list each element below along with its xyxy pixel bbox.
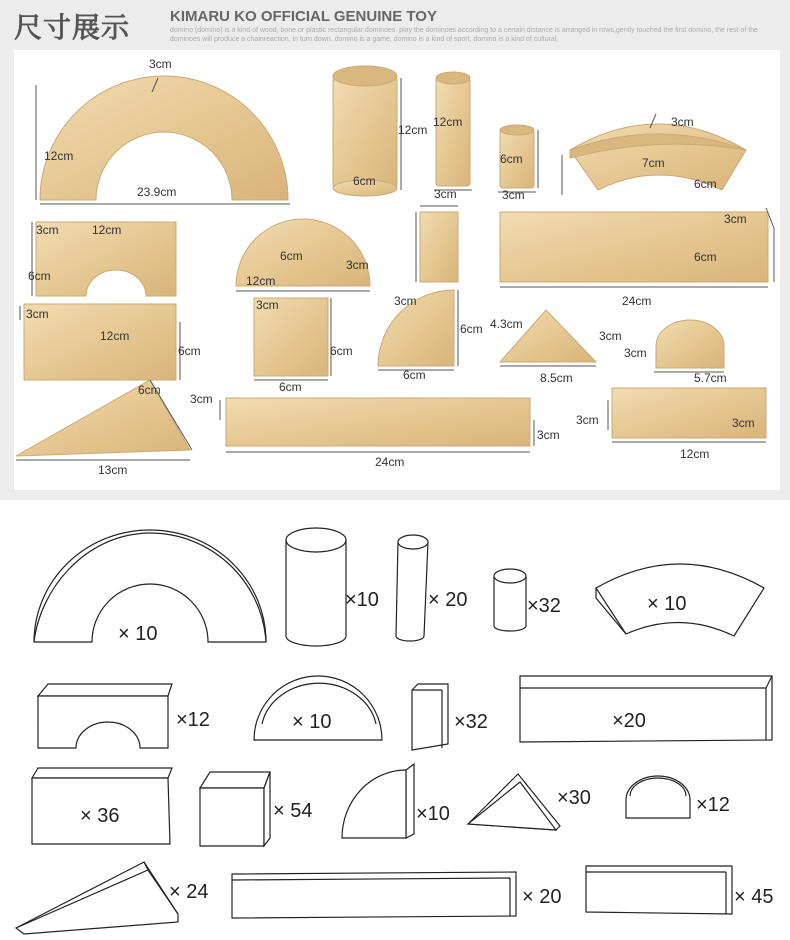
dim-ramp-h: 6cm bbox=[138, 383, 161, 397]
dim-half-w: 12cm bbox=[246, 274, 276, 288]
dim-smallhalf-w: 5.7cm bbox=[694, 371, 727, 385]
dim-half-d: 3cm bbox=[346, 258, 369, 272]
outline-small-upright-block bbox=[412, 684, 448, 750]
wood-small-block bbox=[608, 388, 766, 442]
qty-cyl-small: ×32 bbox=[527, 595, 561, 617]
dim-arch-width: 23.9cm bbox=[137, 185, 177, 199]
outline-bridge-block bbox=[38, 684, 172, 748]
dim-block-h: 3cm bbox=[732, 416, 755, 430]
dim-tri-d: 3cm bbox=[599, 329, 622, 343]
outline-ramp bbox=[16, 862, 178, 934]
dim-cube-d: 3cm bbox=[256, 298, 279, 312]
dim-cube-w: 6cm bbox=[279, 380, 302, 394]
dim-half-h: 6cm bbox=[280, 249, 303, 263]
dim-tri-h: 4.3cm bbox=[490, 317, 523, 331]
dim-tri-w: 8.5cm bbox=[540, 371, 573, 385]
dim-long-h: 6cm bbox=[694, 250, 717, 264]
dim-cyl-small-d: 3cm bbox=[502, 188, 525, 202]
dim-cube-h: 6cm bbox=[330, 344, 353, 358]
outline-small-block bbox=[586, 866, 732, 914]
dim-cyl-big-d: 6cm bbox=[353, 174, 376, 188]
qty-bridge: ×12 bbox=[176, 709, 210, 731]
wood-quarter-disc bbox=[378, 290, 458, 370]
dim-plank-h: 6cm bbox=[178, 344, 201, 358]
dim-curve-w: 7cm bbox=[642, 156, 665, 170]
outline-small-half-disc bbox=[626, 776, 690, 818]
dim-plank-w: 12cm bbox=[100, 329, 130, 343]
dim-quarter-w: 6cm bbox=[403, 368, 426, 382]
dim-bridge-w: 12cm bbox=[92, 223, 122, 237]
outline-cube bbox=[200, 772, 270, 846]
dim-cyl-big-h: 12cm bbox=[398, 123, 428, 137]
dim-bar-d: 3cm bbox=[190, 392, 213, 406]
outline-cylinder-large bbox=[286, 528, 346, 646]
qty-cyl-mid: × 20 bbox=[428, 589, 468, 611]
wood-small-upright-block bbox=[416, 206, 458, 282]
title-english: KIMARU KO OFFICIAL GENUINE TOY bbox=[170, 8, 437, 25]
qty-plank: × 36 bbox=[80, 805, 120, 827]
dim-arch-height: 12cm bbox=[44, 149, 74, 163]
qty-cube: × 54 bbox=[273, 800, 313, 822]
dim-block-d: 3cm bbox=[576, 413, 599, 427]
dim-smallhalf-d: 3cm bbox=[624, 346, 647, 360]
dim-cyl-mid-h: 12cm bbox=[433, 115, 463, 129]
wood-small-half-disc bbox=[654, 320, 724, 372]
qty-curve: × 10 bbox=[647, 593, 687, 615]
description-text: domino (domino) is a kind of wood, bone or plastic rectangular dominoes. play the dominoes according to a certain distance is arranged in rows,gently touched the first domino, the rest of the dominoes will produce a chainreaction, in turn down. domino is a game, domino is a kind of sport, domino is a kind of cultural. bbox=[170, 27, 758, 43]
outline-cylinder-small bbox=[494, 569, 526, 631]
dim-bar-w: 24cm bbox=[375, 455, 405, 469]
dim-arch-top: 3cm bbox=[149, 57, 172, 71]
qty-arch: × 10 bbox=[118, 623, 158, 645]
dim-ramp-w: 13cm bbox=[98, 463, 128, 477]
dim-long-w: 24cm bbox=[622, 294, 652, 308]
outline-cylinder-medium bbox=[396, 535, 428, 641]
wood-cylinder-medium bbox=[434, 72, 472, 190]
qty-tri: ×30 bbox=[557, 787, 591, 809]
dim-cyl-mid-d: 3cm bbox=[434, 187, 457, 201]
wood-ramp bbox=[16, 380, 192, 460]
qty-bar: × 20 bbox=[522, 886, 562, 908]
dim-bridge-h: 6cm bbox=[28, 269, 51, 283]
qty-long: ×20 bbox=[612, 710, 646, 732]
dim-block-w: 12cm bbox=[680, 447, 710, 461]
qty-quarter: ×10 bbox=[416, 803, 450, 825]
outline-long-block bbox=[520, 676, 772, 742]
outline-quarter-disc bbox=[342, 764, 414, 838]
title-chinese: 尺寸展示 bbox=[14, 11, 131, 44]
wood-curved-piece bbox=[562, 114, 746, 195]
qty-block: × 45 bbox=[734, 886, 774, 908]
dim-bar-h: 3cm bbox=[537, 428, 560, 442]
dim-cyl-small-h: 6cm bbox=[500, 152, 523, 166]
outline-long-bar bbox=[232, 872, 516, 918]
dim-long-d: 3cm bbox=[724, 212, 747, 226]
wood-long-bar bbox=[220, 398, 534, 452]
dim-plank-d: 3cm bbox=[26, 307, 49, 321]
qty-cyl-big: ×10 bbox=[345, 589, 379, 611]
dim-bridge-d: 3cm bbox=[36, 223, 59, 237]
dim-curve-top: 3cm bbox=[671, 115, 694, 129]
dim-quarter-d: 3cm bbox=[394, 294, 417, 308]
qty-ramp: × 24 bbox=[169, 881, 209, 903]
outline-triangle-prism bbox=[468, 774, 560, 830]
qty-small-block: ×32 bbox=[454, 711, 488, 733]
dim-quarter-h: 6cm bbox=[460, 322, 483, 336]
dim-curve-side: 6cm bbox=[694, 177, 717, 191]
qty-half: × 10 bbox=[292, 711, 332, 733]
qty-smallhalf: ×12 bbox=[696, 794, 730, 816]
